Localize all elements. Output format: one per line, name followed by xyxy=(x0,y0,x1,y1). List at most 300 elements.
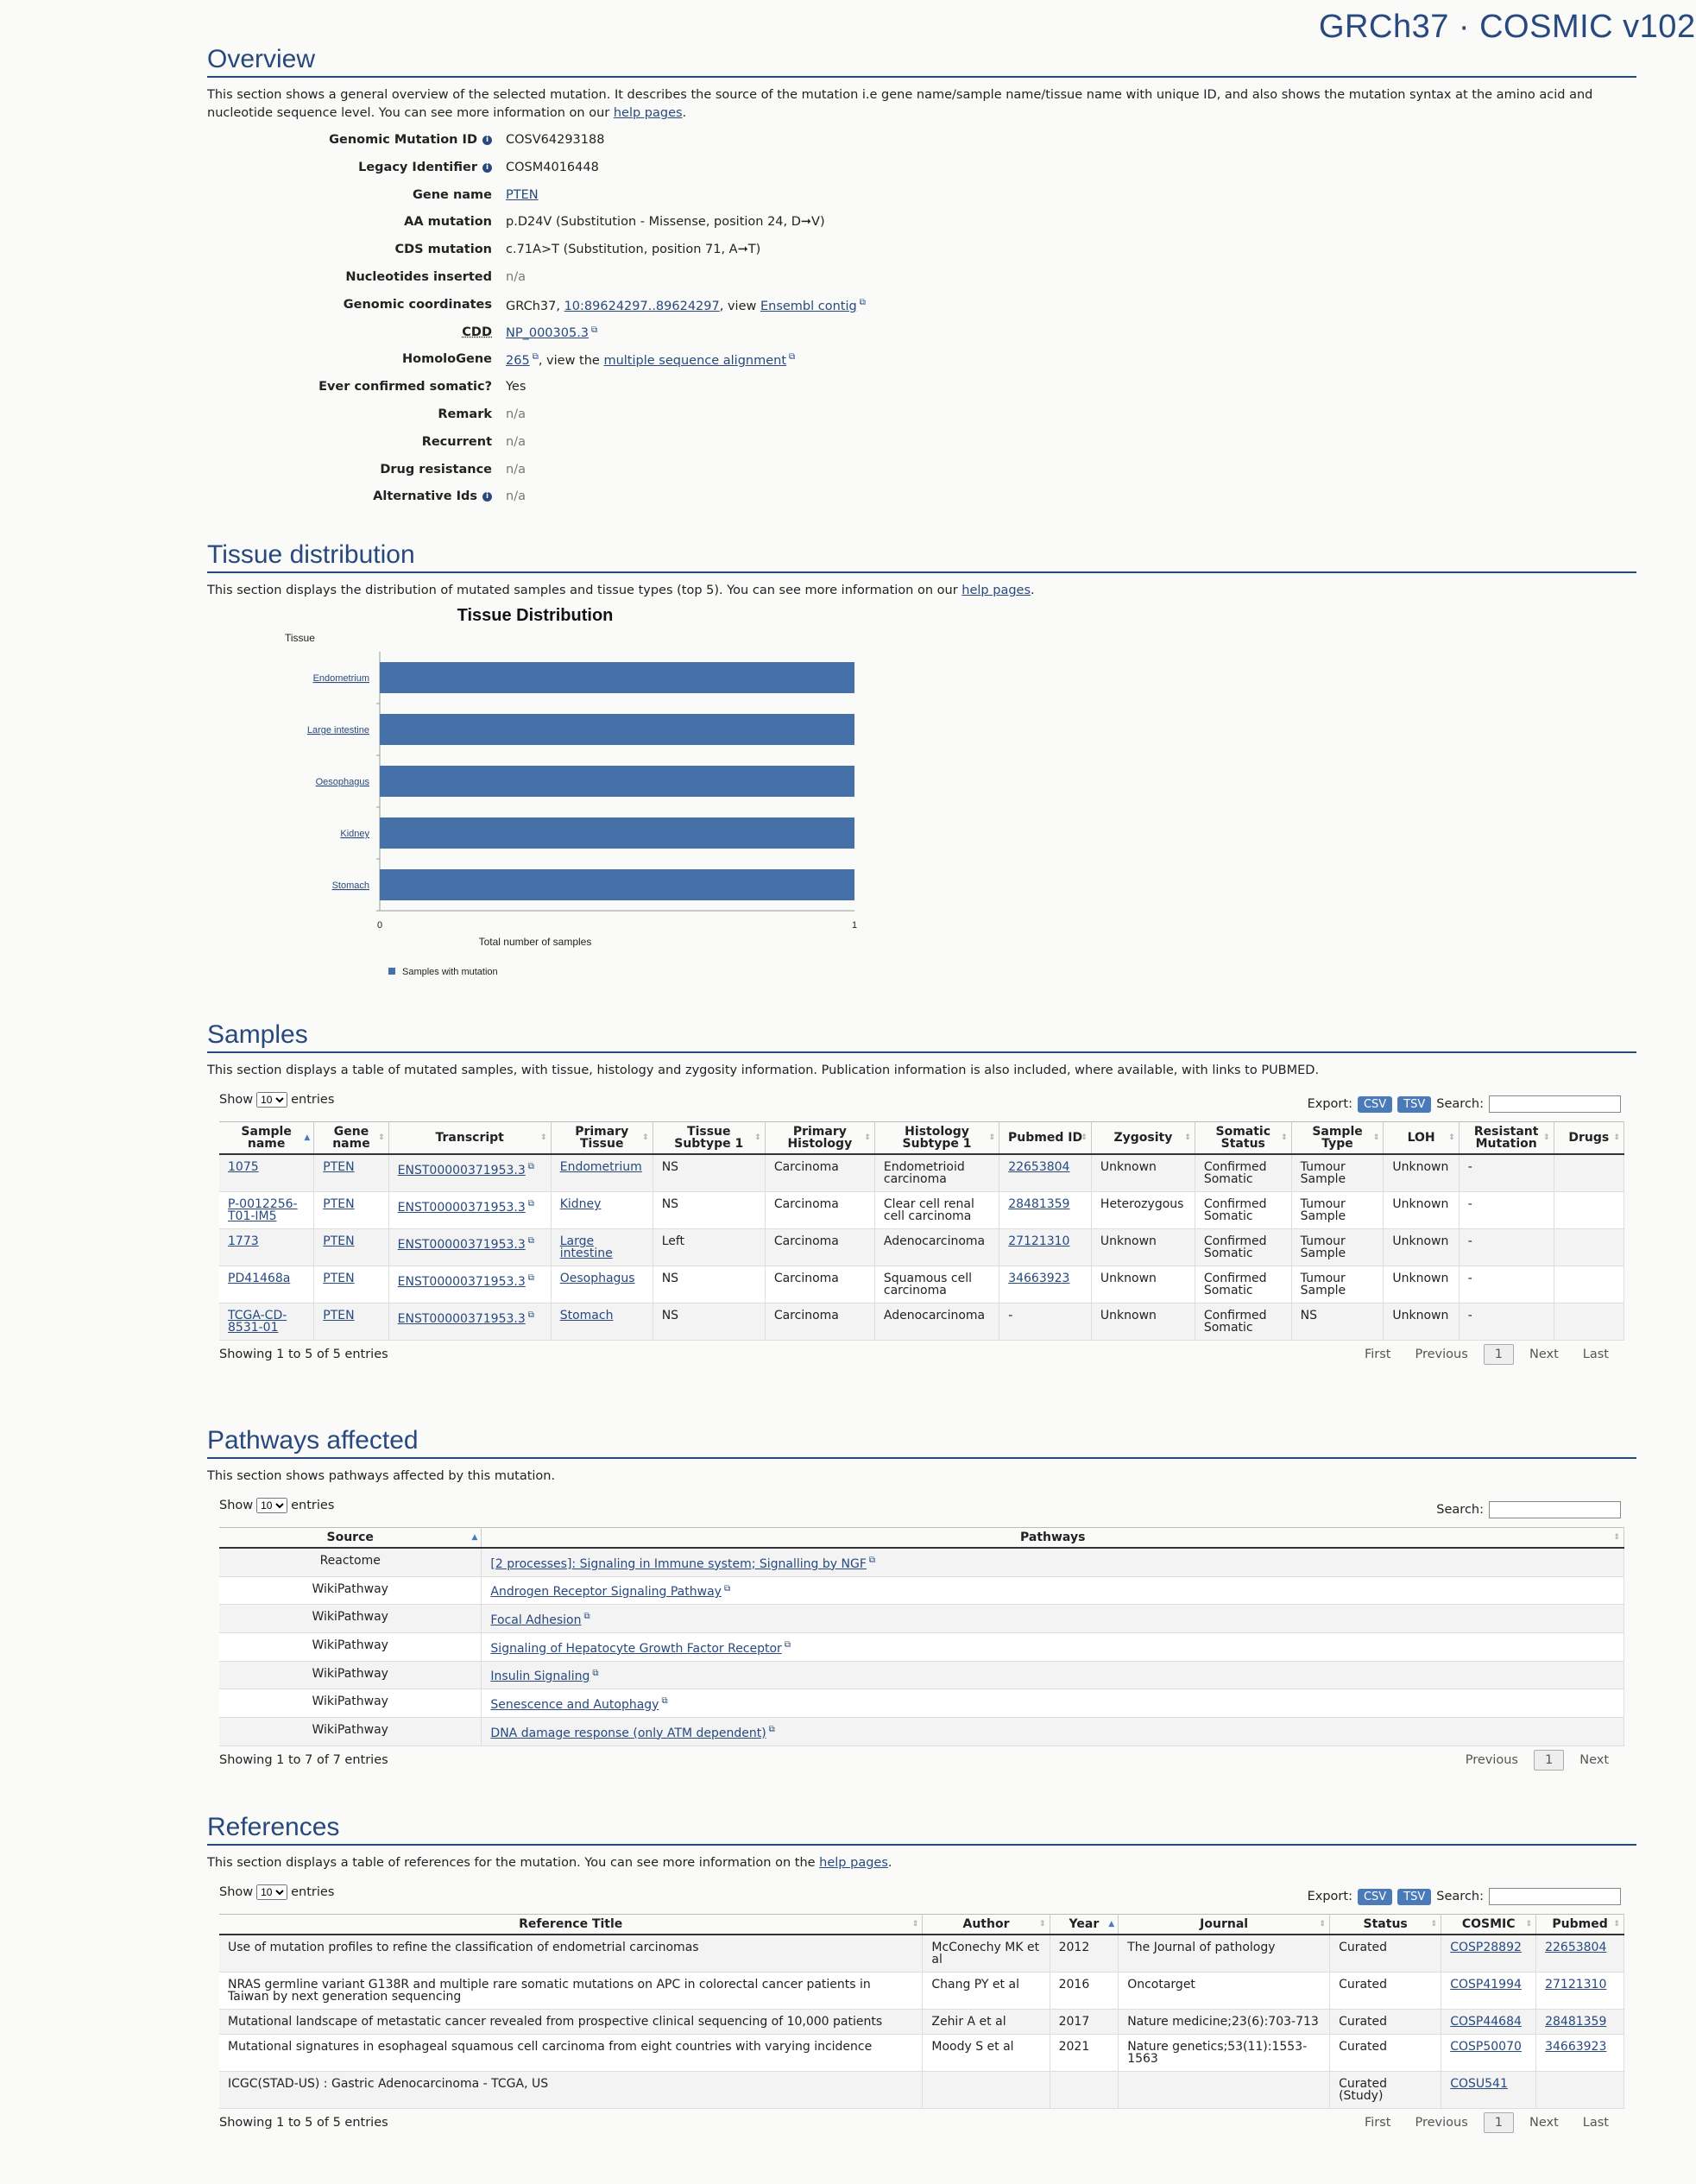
table-cell xyxy=(1441,2035,1536,2072)
ensembl-contig-link[interactable]: Ensembl contig ⧉ xyxy=(760,300,866,313)
table-cell: Confirmed Somatic xyxy=(1195,1266,1291,1303)
cell-link[interactable]: COSP41994 xyxy=(1450,1978,1522,1991)
table-cell xyxy=(314,1229,388,1266)
gene-name-label: Gene name xyxy=(413,187,492,202)
pathways-pager xyxy=(1453,1750,1621,1771)
msa-link[interactable]: multiple sequence alignment ⧉ xyxy=(603,354,795,368)
genomic-coordinates-link[interactable]: 10:89624297..89624297 xyxy=(564,299,720,313)
cell-link[interactable]: Insulin Signaling ⧉ xyxy=(490,1670,598,1683)
cell-link[interactable]: COSU541 xyxy=(1450,2077,1508,2091)
column-header[interactable]: Pubmed ⇕ xyxy=(1536,1915,1624,1935)
nucleotides-inserted: n/a xyxy=(506,269,526,284)
pathways-info: Showing 1 to 7 of 7 entries xyxy=(219,1752,388,1767)
samples-toolbar: Show 10 entries Export: CSV TSV Search: xyxy=(207,1092,1636,1121)
samples-title: Samples xyxy=(207,1020,1636,1053)
table-cell: - xyxy=(999,1303,1092,1341)
column-header[interactable]: Primary Histology ⇕ xyxy=(765,1122,874,1155)
sort-icon: ⇕ xyxy=(1543,1133,1550,1142)
sort-icon: ⇕ xyxy=(1081,1133,1088,1142)
column-header[interactable]: Reference Title ⇕ xyxy=(219,1915,923,1935)
table-cell xyxy=(482,1717,1624,1745)
table-cell: Chang PY et al xyxy=(923,1973,1050,2010)
info-icon[interactable]: i xyxy=(482,492,492,502)
references-toolbar: Show 10 entries Export: CSV TSV Search: xyxy=(207,1884,1636,1914)
last-page-button[interactable]: Last xyxy=(1582,2116,1609,2130)
gene-name-link[interactable]: PTEN xyxy=(506,187,539,202)
table-cell: Use of mutation profiles to refine the classification of endometrial carcinomas xyxy=(219,1935,923,1973)
sort-icon: ▲ xyxy=(304,1133,311,1142)
table-cell xyxy=(482,1632,1624,1661)
tissue-category-label[interactable]: Stomach xyxy=(331,881,369,891)
column-header[interactable]: Tissue Subtype 1 ⇕ xyxy=(653,1122,765,1155)
cell-link[interactable]: PTEN xyxy=(323,1272,355,1285)
table-cell: Left xyxy=(653,1229,765,1266)
previous-page-button[interactable]: Previous xyxy=(1415,1348,1468,1361)
table-cell: Tumour Sample xyxy=(1291,1229,1384,1266)
table-row xyxy=(219,1192,1624,1229)
pathways-title: Pathways affected xyxy=(207,1426,1636,1459)
table-cell: Squamous cell carcinoma xyxy=(874,1266,999,1303)
table-row xyxy=(219,1661,1624,1689)
table-cell: Carcinoma xyxy=(765,1229,874,1266)
cell-link[interactable]: ENST00000371953.3 ⧉ xyxy=(398,1201,534,1215)
table-cell xyxy=(482,1661,1624,1689)
cell-link[interactable]: 1773 xyxy=(228,1234,259,1248)
samples-info: Showing 1 to 5 of 5 entries xyxy=(219,1348,388,1361)
table-cell xyxy=(1554,1303,1623,1341)
cell-link[interactable]: ENST00000371953.3 ⧉ xyxy=(398,1312,534,1326)
column-header[interactable]: Transcript ⇕ xyxy=(388,1122,551,1155)
table-cell xyxy=(1536,2010,1624,2035)
table-cell xyxy=(1554,1192,1623,1229)
legend-label: Samples with mutation xyxy=(402,967,498,977)
info-icon[interactable]: i xyxy=(482,163,492,173)
table-cell xyxy=(482,1548,1624,1576)
table-cell xyxy=(482,1605,1624,1633)
x-tick-label: 0 xyxy=(376,920,383,931)
table-cell: Curated xyxy=(1330,2035,1441,2072)
sort-icon: ⇕ xyxy=(1613,1920,1620,1928)
table-cell xyxy=(1536,1973,1624,2010)
table-cell xyxy=(1554,1229,1623,1266)
tissue-category-label[interactable]: Kidney xyxy=(340,829,369,839)
table-cell: 2021 xyxy=(1050,2035,1119,2072)
table-cell: - xyxy=(1459,1192,1554,1229)
table-cell xyxy=(314,1154,388,1192)
sort-icon: ⇕ xyxy=(754,1133,761,1142)
table-row xyxy=(219,1605,1624,1633)
table-cell: Nature medicine;23(6):703-713 xyxy=(1119,2010,1330,2035)
table-cell: Nature genetics;53(11):1553-1563 xyxy=(1119,2035,1330,2072)
column-header[interactable]: COSMIC ⇕ xyxy=(1441,1915,1536,1935)
cell-link[interactable]: Focal Adhesion ⧉ xyxy=(490,1613,590,1627)
table-cell: NS xyxy=(653,1303,765,1341)
cds-mutation-label: CDS mutation xyxy=(394,243,492,257)
table-cell xyxy=(219,1266,314,1303)
table-cell xyxy=(1441,1973,1536,2010)
table-cell xyxy=(314,1266,388,1303)
sort-icon: ▲ xyxy=(1108,1920,1115,1928)
column-header[interactable]: Author ⇕ xyxy=(923,1915,1050,1935)
table-cell xyxy=(999,1154,1092,1192)
table-cell: 2016 xyxy=(1050,1973,1119,2010)
table-row xyxy=(219,1576,1624,1605)
table-cell xyxy=(1554,1154,1623,1192)
column-header[interactable]: Pubmed ID ⇕ xyxy=(999,1122,1092,1155)
y-axis-label: Tissue xyxy=(285,632,315,644)
pathways-toolbar: Show 10 entries Search: xyxy=(207,1498,1636,1527)
overview-section xyxy=(207,45,1636,514)
table-row xyxy=(219,1717,1624,1745)
sort-icon: ⇕ xyxy=(864,1133,871,1142)
samples-table xyxy=(219,1121,1624,1341)
table-cell xyxy=(551,1154,653,1192)
bar-stomach xyxy=(380,869,854,900)
samples-pager xyxy=(1352,1344,1621,1365)
cell-link[interactable]: Signaling of Hepatocyte Growth Factor Receptor ⧉ xyxy=(490,1642,791,1656)
overview-fields: Genomic Mutation ID i COSV64293188 Legacy Identifier i COSM4016448 Gene name PTEN AA mutation p.D24V (Substitution - Missense, position 24, D➞V) CDS mutation c.71A>T (Substitution, position 71, A➞T) Nucleotides inserted n/a Genomic coordinates GRCh37, 10:89624297..89624297, view Ensembl contig ⧉ CDD NP_000305.3 ⧉ HomoloGene 265 ⧉ , view the multiple sequence alignment ⧉ Ever confirmed somatic? Yes Remark n/a Recurrent n/a Drug resistance n/a Alternative Ids i n/a xyxy=(207,129,1636,514)
legacy-identifier: COSM4016448 xyxy=(506,160,599,174)
table-cell xyxy=(314,1303,388,1341)
bar-large-intestine xyxy=(380,714,854,745)
table-cell xyxy=(551,1229,653,1266)
table-cell xyxy=(923,2072,1050,2109)
cell-link[interactable]: 34663923 xyxy=(1008,1272,1070,1285)
table-row xyxy=(219,1229,1624,1266)
table-cell xyxy=(388,1303,551,1341)
alternative-ids-label: Alternative Ids xyxy=(373,489,477,504)
cell-link[interactable]: COSP50070 xyxy=(1450,2040,1522,2054)
references-pager xyxy=(1352,2112,1621,2133)
aa-mutation: p.D24V (Substitution - Missense, position 24, D➞V) xyxy=(506,215,825,230)
column-header[interactable]: Sample name ▲ xyxy=(219,1122,314,1155)
tissue-chart xyxy=(207,600,949,997)
table-cell: Reactome xyxy=(219,1548,482,1576)
ever-confirmed-label: Ever confirmed somatic? xyxy=(318,380,492,395)
cell-link[interactable]: 28481359 xyxy=(1545,2015,1607,2029)
table-cell: - xyxy=(1459,1154,1554,1192)
table-cell: - xyxy=(1459,1266,1554,1303)
cdd-link[interactable]: NP_000305.3 ⧉ xyxy=(506,326,597,340)
table-cell: Confirmed Somatic xyxy=(1195,1192,1291,1229)
x-tick-label: 1 xyxy=(851,920,858,931)
column-header[interactable]: Journal ⇕ xyxy=(1119,1915,1330,1935)
overview-help-link[interactable]: help pages xyxy=(613,106,683,120)
table-cell: WikiPathway xyxy=(219,1717,482,1745)
cell-link[interactable]: 1075 xyxy=(228,1160,259,1174)
column-header[interactable]: Primary Tissue ⇕ xyxy=(551,1122,653,1155)
pathways-search-input[interactable] xyxy=(1489,1501,1621,1518)
sort-icon: ⇕ xyxy=(1372,1133,1380,1142)
cell-link[interactable]: PD41468a xyxy=(228,1272,291,1285)
info-icon[interactable]: i xyxy=(482,136,492,145)
pathways-page-size-select[interactable] xyxy=(256,1498,287,1513)
cell-link[interactable]: ENST00000371953.3 ⧉ xyxy=(398,1238,534,1252)
column-header[interactable]: Histology Subtype 1 ⇕ xyxy=(874,1122,999,1155)
sort-icon: ⇕ xyxy=(911,1920,919,1928)
nucleotides-inserted-label: Nucleotides inserted xyxy=(345,269,492,284)
column-header[interactable]: Source ▲ xyxy=(219,1528,482,1549)
table-cell xyxy=(1441,2010,1536,2035)
table-cell: Endometrioid carcinoma xyxy=(874,1154,999,1192)
tissue-category-label[interactable]: Endometrium xyxy=(312,673,369,684)
alternative-ids: n/a xyxy=(506,489,526,504)
cell-link[interactable]: Kidney xyxy=(559,1197,602,1211)
table-row xyxy=(219,1935,1624,1973)
table-cell: Clear cell renal cell carcinoma xyxy=(874,1192,999,1229)
cell-link[interactable]: PTEN xyxy=(323,1197,355,1211)
cell-link[interactable]: Stomach xyxy=(559,1309,614,1322)
cell-link[interactable]: COSP28892 xyxy=(1450,1941,1522,1954)
next-page-button[interactable]: Next xyxy=(1579,1752,1609,1767)
tissue-category-label[interactable]: Large intestine xyxy=(306,725,369,735)
sort-icon: ⇕ xyxy=(378,1133,385,1142)
tissue-chart-svg xyxy=(207,600,949,997)
table-cell: Confirmed Somatic xyxy=(1195,1229,1291,1266)
cell-link[interactable]: [2 processes]: Signaling in Immune system; Signalling by NGF ⧉ xyxy=(490,1557,875,1571)
sort-icon: ⇕ xyxy=(1430,1920,1438,1928)
table-cell xyxy=(551,1192,653,1229)
recurrent-label: Recurrent xyxy=(421,434,492,449)
table-cell: Tumour Sample xyxy=(1291,1192,1384,1229)
last-page-button[interactable]: Last xyxy=(1582,1348,1609,1361)
column-header[interactable]: Resistant Mutation ⇕ xyxy=(1459,1122,1554,1155)
column-header[interactable]: LOH ⇕ xyxy=(1384,1122,1459,1155)
table-cell xyxy=(1441,1935,1536,1973)
cell-link[interactable]: 28481359 xyxy=(1008,1197,1070,1211)
column-header[interactable]: Drugs ⇕ xyxy=(1554,1122,1623,1155)
table-cell: - xyxy=(1459,1229,1554,1266)
table-cell: Unknown xyxy=(1384,1266,1459,1303)
table-cell xyxy=(999,1266,1092,1303)
table-cell: WikiPathway xyxy=(219,1605,482,1633)
table-cell xyxy=(551,1266,653,1303)
cell-link[interactable]: 22653804 xyxy=(1545,1941,1607,1954)
table-cell: Unknown xyxy=(1091,1303,1195,1341)
table-cell: ICGC(STAD-US) : Gastric Adenocarcinoma - TCGA, US xyxy=(219,2072,923,2109)
samples-page-size-select[interactable] xyxy=(256,1092,287,1108)
table-row xyxy=(219,1689,1624,1718)
table-cell xyxy=(1050,2072,1119,2109)
aa-mutation-label: AA mutation xyxy=(404,215,492,230)
table-cell: Zehir A et al xyxy=(923,2010,1050,2035)
references-search-input[interactable] xyxy=(1489,1888,1621,1905)
cell-link[interactable]: Oesophagus xyxy=(559,1272,635,1285)
cell-link[interactable]: ENST00000371953.3 ⧉ xyxy=(398,1275,534,1289)
cell-link[interactable]: ENST00000371953.3 ⧉ xyxy=(398,1164,534,1177)
samples-footer xyxy=(207,1341,1636,1372)
table-cell: McConechy MK et al xyxy=(923,1935,1050,1973)
cdd-label: CDD xyxy=(462,325,492,339)
column-header[interactable]: Somatic Status ⇕ xyxy=(1195,1122,1291,1155)
sort-icon: ⇕ xyxy=(1525,1920,1533,1928)
samples-section xyxy=(207,1020,1636,1372)
table-cell xyxy=(388,1266,551,1303)
table-cell xyxy=(1441,2072,1536,2109)
table-cell: WikiPathway xyxy=(219,1632,482,1661)
table-cell xyxy=(1119,2072,1330,2109)
recurrent: n/a xyxy=(506,434,526,449)
table-row xyxy=(219,1632,1624,1661)
cell-link[interactable]: COSP44684 xyxy=(1450,2015,1522,2029)
sort-icon: ⇕ xyxy=(1613,1133,1620,1142)
column-header[interactable]: Zygosity ⇕ xyxy=(1091,1122,1195,1155)
sort-icon: ⇕ xyxy=(540,1133,547,1142)
references-help-link[interactable]: help pages xyxy=(819,1856,888,1870)
table-row xyxy=(219,1548,1624,1576)
homologene-label: HomoloGene xyxy=(402,352,492,367)
legend-swatch xyxy=(388,968,395,975)
table-cell: NS xyxy=(653,1266,765,1303)
table-cell: NS xyxy=(653,1154,765,1192)
table-cell: Confirmed Somatic xyxy=(1195,1303,1291,1341)
table-cell: Mutational signatures in esophageal squamous cell carcinoma from eight countries with varying incidence xyxy=(219,2035,923,2072)
cell-link[interactable]: Endometrium xyxy=(559,1160,642,1174)
tissue-section xyxy=(207,540,1636,997)
table-cell: Heterozygous xyxy=(1091,1192,1195,1229)
table-cell: Confirmed Somatic xyxy=(1195,1154,1291,1192)
table-cell: NS xyxy=(653,1192,765,1229)
overview-title: Overview xyxy=(207,45,1636,78)
table-cell: 2012 xyxy=(1050,1935,1119,1973)
table-cell xyxy=(388,1229,551,1266)
table-cell: Unknown xyxy=(1091,1154,1195,1192)
references-tsv-button[interactable]: TSV xyxy=(1397,1889,1431,1905)
column-header[interactable]: Pathways ⇕ xyxy=(482,1528,1624,1549)
cell-link[interactable]: Large intestine xyxy=(559,1234,613,1260)
chart-title: Tissue Distribution xyxy=(457,606,614,625)
table-cell xyxy=(999,1192,1092,1229)
references-title: References xyxy=(207,1813,1636,1846)
current-page-button[interactable]: 1 xyxy=(1484,2112,1514,2133)
genomic-mutation-id: COSV64293188 xyxy=(506,133,605,147)
table-cell xyxy=(1536,2072,1624,2109)
cell-link[interactable]: PTEN xyxy=(323,1234,355,1248)
table-cell: Curated xyxy=(1330,2010,1441,2035)
samples-tsv-button[interactable]: TSV xyxy=(1397,1096,1431,1113)
previous-page-button[interactable]: Previous xyxy=(1465,1752,1518,1767)
sort-icon: ⇕ xyxy=(1281,1133,1288,1142)
table-cell: - xyxy=(1459,1303,1554,1341)
table-cell: Unknown xyxy=(1384,1192,1459,1229)
table-cell: WikiPathway xyxy=(219,1576,482,1605)
remark: n/a xyxy=(506,407,526,421)
pathways-description: This section shows pathways affected by this mutation. xyxy=(207,1469,556,1483)
table-cell: WikiPathway xyxy=(219,1689,482,1718)
table-row xyxy=(219,1154,1624,1192)
sort-icon: ⇕ xyxy=(1613,1533,1620,1542)
cell-link[interactable]: 27121310 xyxy=(1008,1234,1070,1248)
drug-resistance: n/a xyxy=(506,462,526,477)
table-cell: The Journal of pathology xyxy=(1119,1935,1330,1973)
column-header[interactable]: Status ⇕ xyxy=(1330,1915,1441,1935)
table-row xyxy=(219,2035,1624,2072)
table-cell: Tumour Sample xyxy=(1291,1154,1384,1192)
legacy-identifier-label: Legacy Identifier xyxy=(358,160,477,174)
table-cell: Mutational landscape of metastatic cancer revealed from prospective clinical sequencing of 10,000 patients xyxy=(219,2010,923,2035)
column-header[interactable]: Year ▲ xyxy=(1050,1915,1119,1935)
references-table xyxy=(219,1914,1624,2109)
references-page-size-select[interactable] xyxy=(256,1884,287,1900)
table-cell xyxy=(314,1192,388,1229)
site-brand: GRCh37 · COSMIC v102 xyxy=(1319,9,1696,45)
homologene-link[interactable]: 265 ⧉ xyxy=(506,354,539,368)
table-row xyxy=(219,1973,1624,2010)
table-cell xyxy=(219,1229,314,1266)
overview-description: This section shows a general overview of the selected mutation. It describes the source of the mutation i.e gene name/sample name/tissue name with unique ID, and also shows the mutation syntax at the amino acid and nucleotide sequence level. You can see more information on our help pages. xyxy=(207,88,1593,120)
table-cell: Carcinoma xyxy=(765,1154,874,1192)
bar-kidney xyxy=(380,817,854,849)
bar-endometrium xyxy=(380,662,854,693)
table-cell xyxy=(219,1154,314,1192)
references-footer xyxy=(207,2109,1636,2140)
pathways-section xyxy=(207,1426,1636,1777)
genomic-coordinates-label: Genomic coordinates xyxy=(343,297,492,312)
table-cell: Unknown xyxy=(1091,1229,1195,1266)
cell-link[interactable]: TCGA-CD-8531-01 xyxy=(228,1309,287,1335)
table-cell: Unknown xyxy=(1384,1229,1459,1266)
references-csv-button[interactable]: CSV xyxy=(1358,1889,1392,1905)
cell-link[interactable]: 27121310 xyxy=(1545,1978,1607,1991)
next-page-button[interactable]: Next xyxy=(1529,2116,1559,2130)
table-cell: Curated xyxy=(1330,1935,1441,1973)
first-page-button[interactable]: First xyxy=(1364,1348,1391,1361)
cell-link[interactable]: DNA damage response (only ATM dependent) ⧉ xyxy=(490,1726,774,1740)
cell-link[interactable]: PTEN xyxy=(323,1160,355,1174)
samples-csv-button[interactable]: CSV xyxy=(1358,1096,1392,1113)
table-cell xyxy=(388,1154,551,1192)
table-cell xyxy=(482,1576,1624,1605)
ever-confirmed: Yes xyxy=(506,380,526,395)
current-page-button[interactable]: 1 xyxy=(1484,1344,1514,1365)
table-cell: Moody S et al xyxy=(923,2035,1050,2072)
column-header[interactable]: Sample Type ⇕ xyxy=(1291,1122,1384,1155)
table-cell: Curated (Study) xyxy=(1330,2072,1441,2109)
samples-search-input[interactable] xyxy=(1489,1095,1621,1113)
table-row xyxy=(219,1266,1624,1303)
table-cell: Tumour Sample xyxy=(1291,1266,1384,1303)
sort-icon: ⇕ xyxy=(1184,1133,1191,1142)
column-header[interactable]: Gene name ⇕ xyxy=(314,1122,388,1155)
current-page-button[interactable]: 1 xyxy=(1534,1750,1564,1771)
previous-page-button[interactable]: Previous xyxy=(1415,2116,1468,2130)
genomic-mutation-id-label: Genomic Mutation ID xyxy=(329,133,477,147)
x-axis-label: Total number of samples xyxy=(478,936,592,948)
cds-mutation: c.71A>T (Substitution, position 71, A➞T) xyxy=(506,243,761,257)
first-page-button[interactable]: First xyxy=(1364,2116,1391,2130)
table-cell: Unknown xyxy=(1091,1266,1195,1303)
references-description: This section displays a table of references for the mutation. You can see more information on the help pages. xyxy=(207,1856,892,1870)
table-cell xyxy=(388,1192,551,1229)
cell-link[interactable]: PTEN xyxy=(323,1309,355,1322)
sort-icon: ⇕ xyxy=(642,1133,649,1142)
cell-link[interactable]: Androgen Receptor Signaling Pathway ⧉ xyxy=(490,1585,730,1599)
tissue-category-label[interactable]: Oesophagus xyxy=(315,777,369,787)
next-page-button[interactable]: Next xyxy=(1529,1348,1559,1361)
table-cell xyxy=(219,1303,314,1341)
cell-link[interactable]: 22653804 xyxy=(1008,1160,1070,1174)
tissue-help-link[interactable]: help pages xyxy=(961,584,1031,597)
tissue-title: Tissue distribution xyxy=(207,540,1636,573)
pathways-table xyxy=(219,1527,1624,1746)
sort-icon: ⇕ xyxy=(988,1133,996,1142)
table-row xyxy=(219,2010,1624,2035)
cell-link[interactable]: 34663923 xyxy=(1545,2040,1607,2054)
table-cell: 2017 xyxy=(1050,2010,1119,2035)
cell-link[interactable]: P-0012256-T01-IM5 xyxy=(228,1197,298,1223)
bar-oesophagus xyxy=(380,766,854,797)
cell-link[interactable]: Senescence and Autophagy ⧉ xyxy=(490,1698,667,1712)
